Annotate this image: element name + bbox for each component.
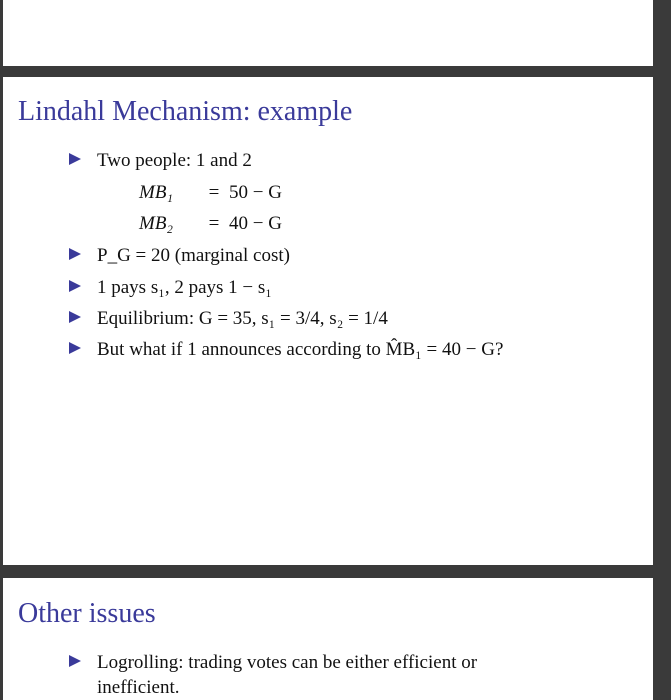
bullet-payments bbox=[69, 276, 272, 300]
bullet-continuation: inefficient. bbox=[97, 677, 180, 698]
slide-lindahl-example bbox=[3, 77, 653, 565]
bullet-text: 1 pays s₁, 2 pays 1 − s₁ bbox=[97, 277, 272, 298]
equation-mb1 bbox=[139, 181, 282, 205]
bullet-triangle-icon bbox=[69, 280, 81, 292]
bullet-two-people bbox=[69, 149, 252, 173]
equation-op: = bbox=[208, 213, 220, 234]
bullet-text: Equilibrium: G = 35, s₁ = 3/4, s₂ = 1/4 bbox=[97, 308, 388, 329]
equation-rhs: 40 − G bbox=[229, 213, 282, 234]
slide-title: Other issues bbox=[18, 598, 156, 629]
bullet-text: Logrolling: trading votes can be either efficient or bbox=[97, 652, 478, 673]
bullet-triangle-icon bbox=[69, 153, 81, 165]
bullet-price bbox=[69, 244, 290, 268]
bullet-text: P_G = 20 (marginal cost) bbox=[97, 245, 290, 266]
equation-op: = bbox=[208, 182, 220, 203]
bullet-text: But what if 1 announces according to M̂B₁ = 40 − G? bbox=[97, 339, 504, 360]
equation-lhs: MB₂ bbox=[139, 213, 174, 234]
equation-lhs: MB₁ bbox=[139, 182, 174, 203]
bullet-text: Two people: 1 and 2 bbox=[97, 150, 252, 171]
slide-other-issues bbox=[3, 578, 653, 700]
bullet-logrolling bbox=[69, 651, 477, 675]
bullet-announce bbox=[69, 338, 503, 362]
equation-mb2 bbox=[139, 212, 282, 236]
bullet-triangle-icon bbox=[69, 248, 81, 260]
bullet-triangle-icon bbox=[69, 311, 81, 323]
previous-slide-fragment bbox=[3, 0, 653, 66]
bullet-triangle-icon bbox=[69, 655, 81, 667]
bullet-equilibrium bbox=[69, 307, 388, 331]
bullet-triangle-icon bbox=[69, 342, 81, 354]
slide-title: Lindahl Mechanism: example bbox=[18, 96, 353, 127]
equation-rhs: 50 − G bbox=[229, 182, 282, 203]
